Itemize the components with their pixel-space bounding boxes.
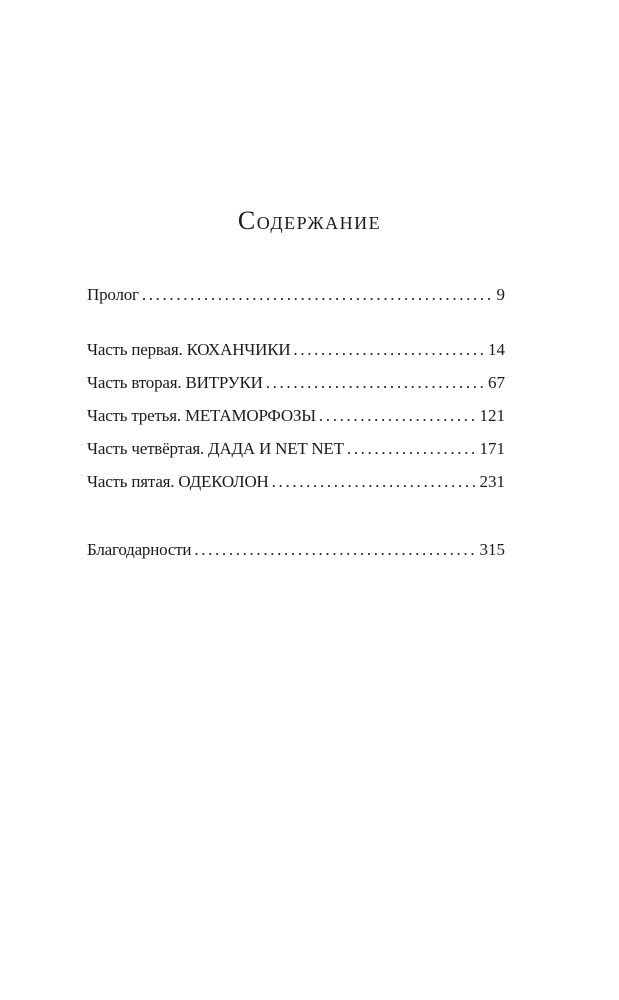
toc-entry-label: Часть первая. КОХАНЧИКИ bbox=[87, 340, 291, 359]
toc-entry-page: 121 bbox=[479, 406, 505, 425]
toc-entry-prologue bbox=[87, 284, 505, 306]
toc-leader-dots bbox=[272, 471, 476, 493]
toc-entry-page: 67 bbox=[488, 373, 505, 392]
toc-leader-dots bbox=[293, 339, 484, 361]
toc-title: Содержание bbox=[237, 206, 382, 235]
toc-entry-part-1 bbox=[87, 339, 505, 361]
toc-entry-page: 171 bbox=[479, 439, 505, 458]
toc-entry-label: Пролог bbox=[87, 285, 139, 304]
toc-entry-label: Часть четвёртая. ДАДА И NET NET bbox=[87, 439, 344, 458]
toc-entry-label: Часть третья. МЕТАМОРФОЗЫ bbox=[87, 406, 316, 425]
toc-leader-dots bbox=[142, 284, 493, 306]
toc-entry-part-3 bbox=[87, 405, 505, 427]
toc-entry-label: Благодарности bbox=[87, 540, 192, 559]
toc-entry-page: 231 bbox=[479, 472, 505, 491]
toc-entry-page: 9 bbox=[496, 285, 505, 304]
toc-leader-dots bbox=[266, 372, 484, 394]
toc-leader-dots bbox=[319, 405, 476, 427]
toc-leader-dots bbox=[194, 539, 475, 561]
toc-entry-part-4 bbox=[87, 438, 505, 460]
toc-entry-label: Часть пятая. ОДЕКОЛОН bbox=[87, 472, 269, 491]
toc-entry-part-2 bbox=[87, 372, 505, 394]
toc-entry-part-5 bbox=[87, 471, 505, 493]
toc-entry-label: Часть вторая. ВИТРУКИ bbox=[87, 373, 263, 392]
toc-entry-acknowledgements bbox=[87, 539, 505, 561]
toc-entry-page: 14 bbox=[488, 340, 505, 359]
toc-leader-dots bbox=[347, 438, 476, 460]
toc-entry-page: 315 bbox=[479, 540, 505, 559]
